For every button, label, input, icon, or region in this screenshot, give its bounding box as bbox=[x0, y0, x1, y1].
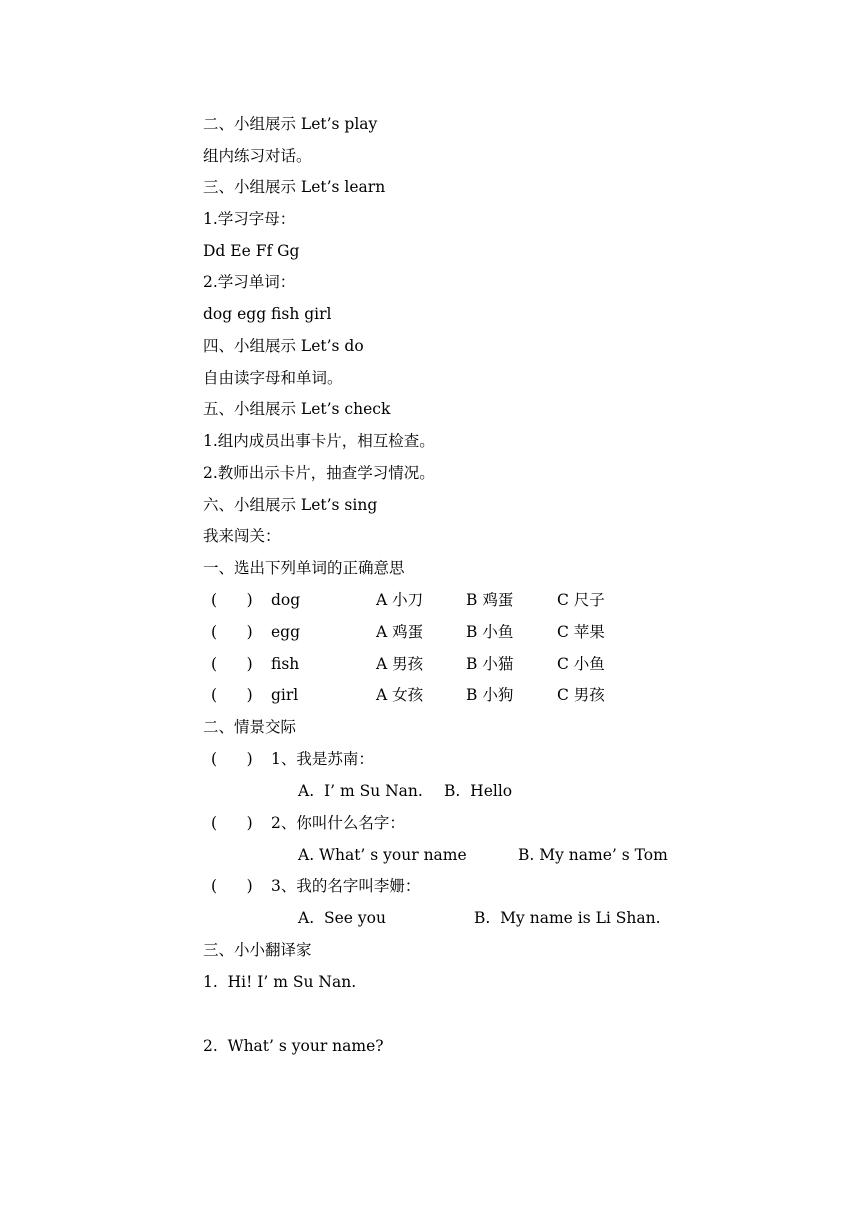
question-text: 2、你叫什么名字： bbox=[271, 814, 405, 832]
option-c: C 苹果 bbox=[557, 623, 605, 641]
option-b: B 鸡蛋 bbox=[466, 591, 514, 609]
question-text: 3、我的名字叫李姗： bbox=[271, 877, 421, 895]
answer-blank[interactable]: ( ) bbox=[211, 750, 253, 768]
section-3-sub2: 2.学习单词： bbox=[203, 273, 296, 291]
part1-row bbox=[203, 654, 605, 674]
section-3-title: 三、小组展示 Let’s learn bbox=[203, 178, 386, 196]
section-2-body: 组内练习对话。 bbox=[203, 147, 312, 165]
option-a: A. What’ s your name bbox=[298, 846, 467, 864]
section-3-sub1: 1.学习字母： bbox=[203, 210, 296, 228]
part1-row bbox=[203, 685, 605, 705]
answer-blank[interactable]: ( ) bbox=[211, 655, 253, 673]
option-c: C 尺子 bbox=[557, 591, 605, 609]
option-a: A 男孩 bbox=[376, 655, 424, 673]
section-3-letters: Dd Ee Ff Gg bbox=[203, 242, 300, 260]
part2-question bbox=[203, 813, 405, 833]
section-5-item1: 1.组内成员出事卡片，相互检查。 bbox=[203, 432, 435, 450]
section-3-words: dog egg fish girl bbox=[203, 305, 332, 323]
part2-question bbox=[203, 749, 374, 769]
answer-blank[interactable]: ( ) bbox=[211, 814, 253, 832]
option-b: B. Hello bbox=[444, 782, 513, 800]
option-b: B. My name’ s Tom bbox=[518, 846, 668, 864]
option-b: B 小猫 bbox=[466, 655, 514, 673]
part1-title: 一、选出下列单词的正确意思 bbox=[203, 559, 405, 577]
option-c: C 小鱼 bbox=[557, 655, 605, 673]
part1-row bbox=[203, 622, 605, 642]
question-word: dog bbox=[271, 591, 301, 609]
option-a: A. See you bbox=[298, 909, 386, 927]
answer-blank[interactable]: ( ) bbox=[211, 877, 253, 895]
challenge-heading: 我来闯关： bbox=[203, 527, 281, 545]
part2-question bbox=[203, 876, 421, 896]
section-4-body: 自由读字母和单词。 bbox=[203, 369, 343, 387]
answer-blank[interactable]: ( ) bbox=[211, 623, 253, 641]
option-a: A 小刀 bbox=[376, 591, 424, 609]
part2-title: 二、情景交际 bbox=[203, 718, 297, 736]
section-6-title: 六、小组展示 Let’s sing bbox=[203, 496, 378, 514]
translate-item: 1. Hi! I’ m Su Nan. bbox=[203, 973, 357, 991]
translate-item: 2. What’ s your name? bbox=[203, 1037, 384, 1055]
question-word: fish bbox=[271, 655, 300, 673]
option-a: A 女孩 bbox=[376, 686, 424, 704]
question-word: egg bbox=[271, 623, 301, 641]
part1-row bbox=[203, 590, 605, 610]
option-c: C 男孩 bbox=[557, 686, 605, 704]
option-a: A 鸡蛋 bbox=[376, 623, 424, 641]
section-5-title: 五、小组展示 Let’s check bbox=[203, 400, 391, 418]
section-2-title: 二、小组展示 Let’s play bbox=[203, 115, 378, 133]
answer-blank[interactable]: ( ) bbox=[211, 686, 253, 704]
question-word: girl bbox=[271, 686, 299, 704]
question-text: 1、我是苏南： bbox=[271, 750, 374, 768]
part3-title: 三、小小翻译家 bbox=[203, 941, 312, 959]
option-b: B. My name is Li Shan. bbox=[474, 909, 661, 927]
option-b: B 小狗 bbox=[466, 686, 514, 704]
section-4-title: 四、小组展示 Let’s do bbox=[203, 337, 364, 355]
option-a: A. I’ m Su Nan. bbox=[298, 782, 423, 800]
answer-blank[interactable]: ( ) bbox=[211, 591, 253, 609]
option-b: B 小鱼 bbox=[466, 623, 514, 641]
section-5-item2: 2.教师出示卡片，抽查学习情况。 bbox=[203, 464, 435, 482]
